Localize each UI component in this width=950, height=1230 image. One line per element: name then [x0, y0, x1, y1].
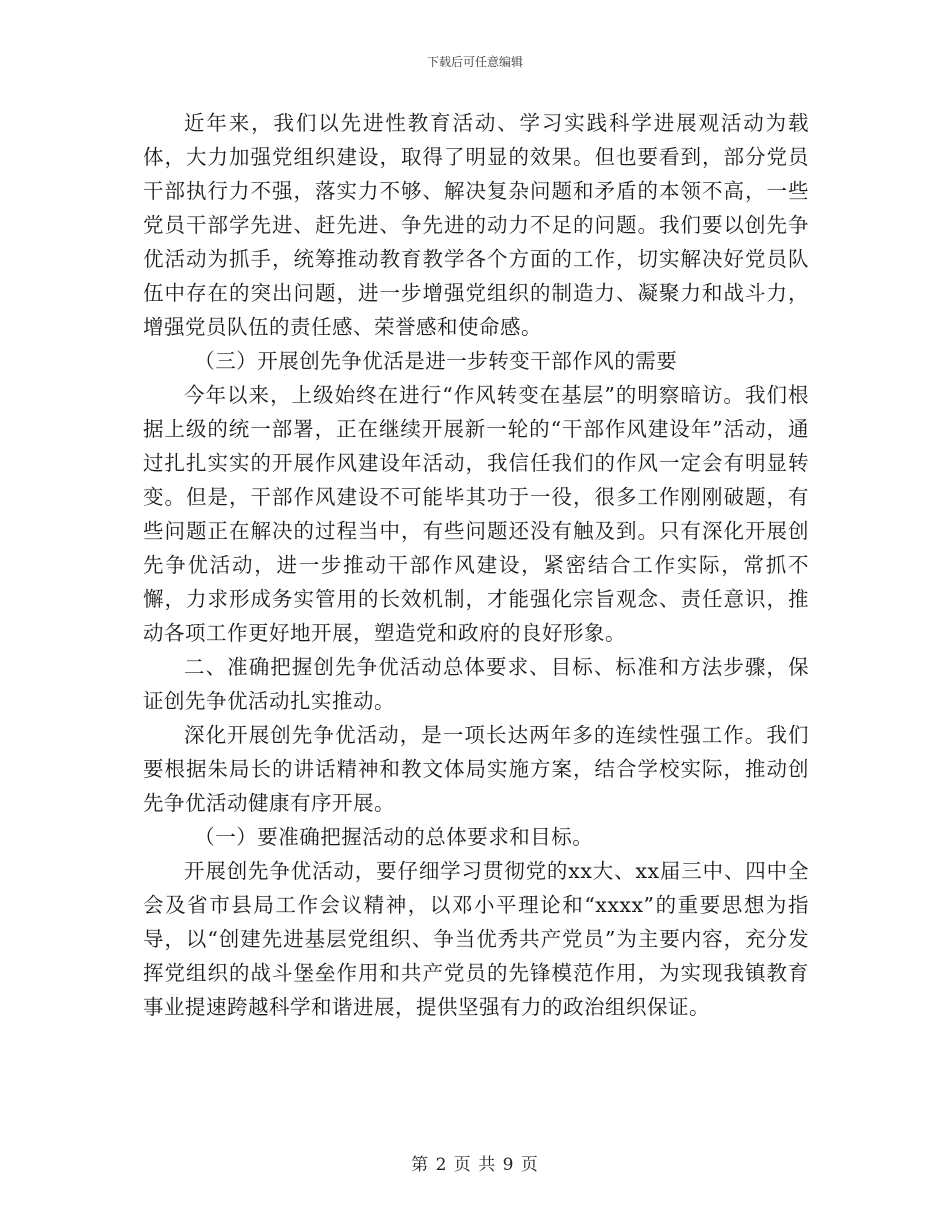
page-number: 第 2 页 共 9 页	[411, 1155, 539, 1175]
section-heading-1: （一）要准确把握活动的总体要求和目标。	[194, 825, 594, 849]
paragraph-intro: 近年来，我们以先进性教育活动、学习实践科学进展观活动为载体，大力加强党组织建设，取得了明显的效果。但也要看到，部分党员干部执行力不强，落实力不够、解决复杂问题和矛盾的本领不高，一些党员干部学先进、赶先进、争先进的动力不足的问题。我们要以创先争优活动为抓手，统筹推动教育教学各个方面的工作，切实解决好党员队伍中存在的突出问题，进一步增强党组织的制造力、凝聚力和战斗力，增强党员队伍的责任感、荣誉感和使命感。	[143, 111, 809, 339]
document-body	[143, 106, 809, 1024]
paragraph-requirements: 开展创先争优活动，要仔细学习贯彻党的xx大、xx届三中、四中全会及省市县局工作会议精神，以邓小平理论和“xxxx”的重要思想为指导，以“创建先进基层党组织、争当优秀共产党员”为主要内容，充分发挥党组织的战斗堡垒作用和共产党员的先锋模范作用，为实现我镇教育事业提速跨越科学和谐进展，提供坚强有力的政治组织保证。	[143, 859, 809, 1019]
section-heading-2: 二、准确把握创先争优活动总体要求、目标、标准和方法步骤，保证创先争优活动扎实推动。	[143, 655, 809, 713]
section-heading-3: （三）开展创先争优活是进一步转变干部作风的需要	[194, 349, 678, 373]
page-header: 下载后可任意编辑	[426, 55, 523, 69]
paragraph-style: 今年以来，上级始终在进行“作风转变在基层”的明察暗访。我们根据上级的统一部署，正在继续开展新一轮的“干部作风建设年”活动，通过扎扎实实的开展作风建设年活动，我信任我们的作风一定会有明显转变。但是，干部作风建设不可能毕其功于一役，很多工作刚刚破题，有些问题正在解决的过程当中，有些问题还没有触及到。只有深化开展创先争优活动，进一步推动干部作风建设，紧密结合工作实际，常抓不懈，力求形成务实管用的长效机制，才能强化宗旨观念、责任意识，推动各项工作更好地开展，塑造党和政府的良好形象。	[143, 383, 809, 645]
paragraph-activity: 深化开展创先争优活动，是一项长达两年多的连续性强工作。我们要根据朱局长的讲话精神和教文体局实施方案，结合学校实际，推动创先争优活动健康有序开展。	[143, 723, 809, 815]
